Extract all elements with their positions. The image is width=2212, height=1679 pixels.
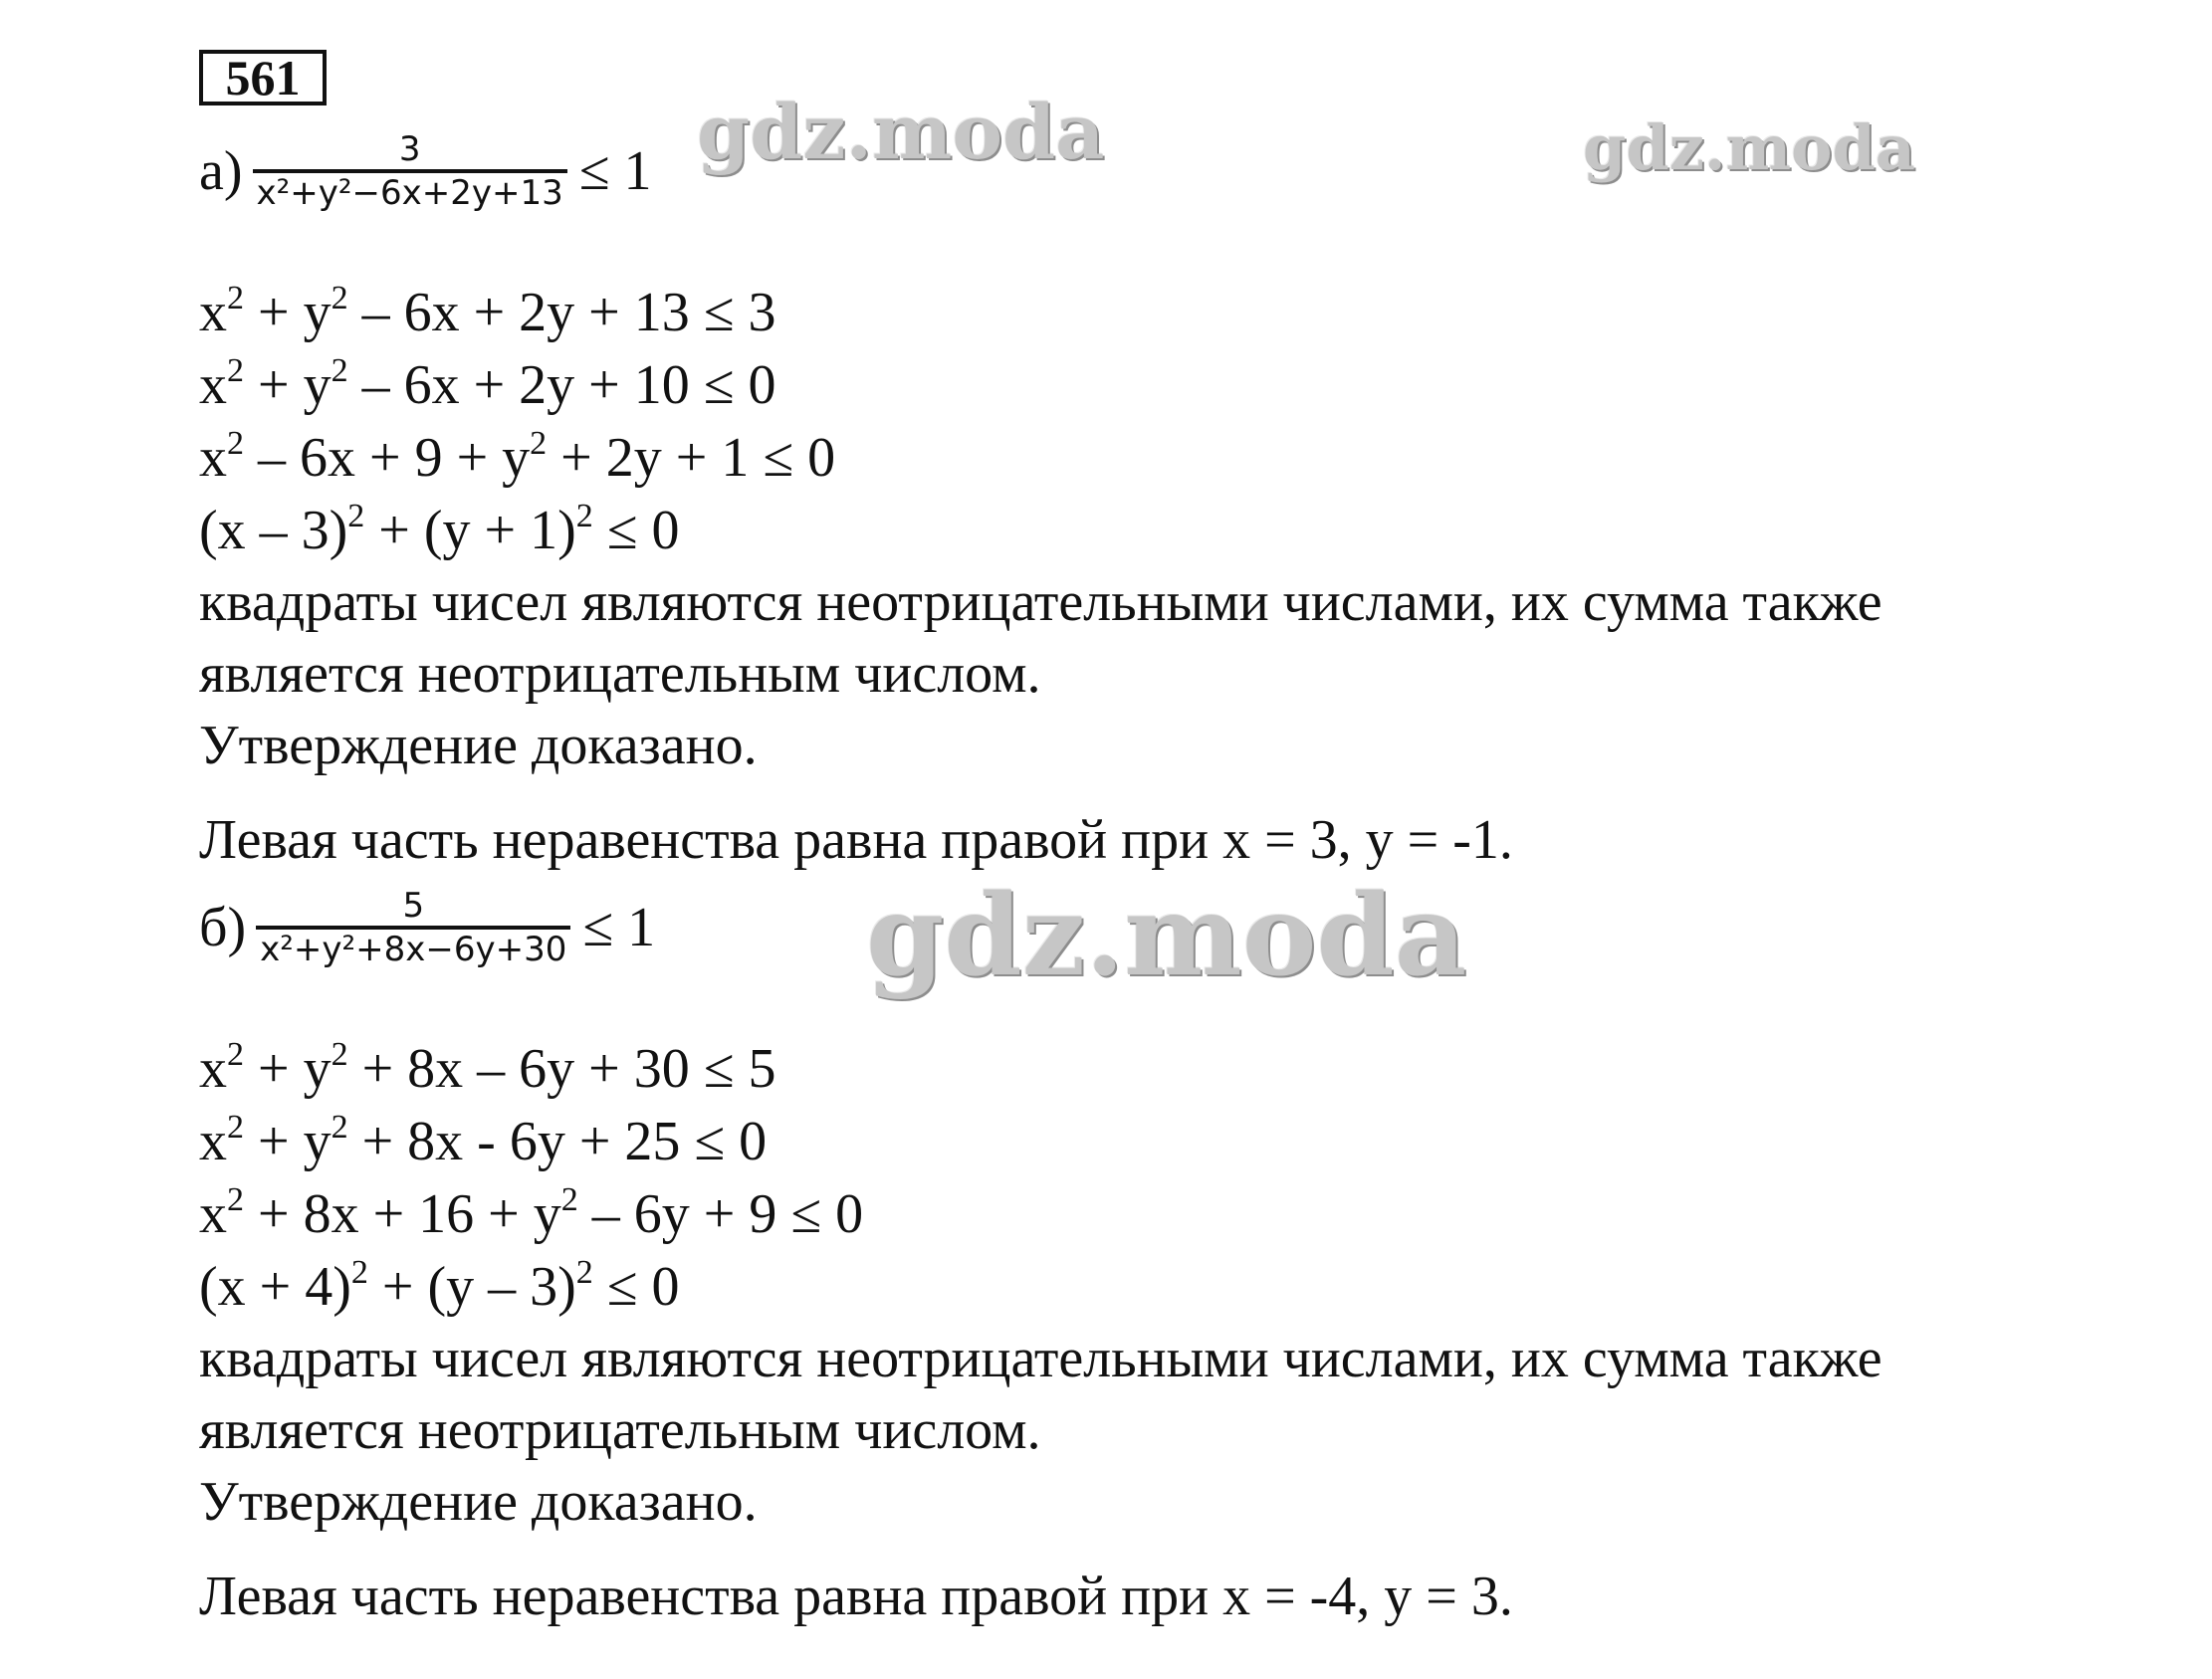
fraction-numerator: 5: [256, 886, 570, 930]
equation-line: $x^2 + 8x + 16 + y^2 - 6y + 9 \le 0$: [199, 1181, 864, 1245]
equation-line: $x^2 + y^2 + 8x - 6y + 25 \le 0$: [199, 1109, 768, 1172]
explanation-text: является неотрицательным числом.: [199, 1399, 1041, 1461]
equation-line: $(x - 3)^2 + (y + 1)^2 \le 0$: [199, 498, 680, 561]
conclusion-text: Утверждение доказано.: [199, 1471, 758, 1533]
part-a-relation: ≤ 1: [578, 140, 652, 202]
fraction-denominator: x²+y²+8x−6y+30: [260, 930, 567, 969]
equality-condition-text: Левая часть неравенства равна правой при x = -4, y = 3.: [199, 1566, 1513, 1627]
explanation-text: является неотрицательным числом.: [199, 643, 1041, 705]
task-number-box: 561: [199, 50, 327, 105]
equation-line: $x^2 + y^2 + 8x - 6y + 30 \le 5$: [199, 1036, 776, 1100]
part-b-header: [199, 886, 655, 969]
conclusion-text: Утверждение доказано.: [199, 715, 758, 776]
part-b-relation: ≤ 1: [582, 897, 656, 958]
equation-line: $x^2 + y^2 - 6x + 2y + 10 \le 0$: [199, 352, 776, 416]
equation-line: $x^2 - 6x + 9 + y^2 + 2y + 1 \le 0$: [199, 425, 836, 489]
watermark-logo: gdz.moda: [697, 88, 1105, 176]
equality-condition-text: Левая часть неравенства равна правой при x = 3, y = -1.: [199, 809, 1513, 871]
part-b-label: б): [199, 897, 247, 958]
watermark-logo: gdz.moda: [1583, 111, 1915, 184]
part-a-fraction: [253, 129, 567, 213]
equation-line: $(x + 4)^2 + (y - 3)^2 \le 0$: [199, 1254, 680, 1318]
fraction-denominator: x²+y²−6x+2y+13: [256, 173, 563, 213]
explanation-text: квадраты чисел являются неотрицательными числами, их сумма также: [199, 1328, 1882, 1389]
part-b-fraction: [256, 886, 570, 969]
part-a-header: [199, 129, 651, 213]
part-a-label: а): [199, 140, 243, 202]
equation-line: $x^2 + y^2 - 6x + 2y + 13 \le 3$: [199, 280, 776, 343]
explanation-text: квадраты чисел являются неотрицательными числами, их сумма также: [199, 571, 1882, 633]
watermark-logo: gdz.moda: [866, 871, 1467, 1001]
fraction-numerator: 3: [253, 129, 567, 173]
